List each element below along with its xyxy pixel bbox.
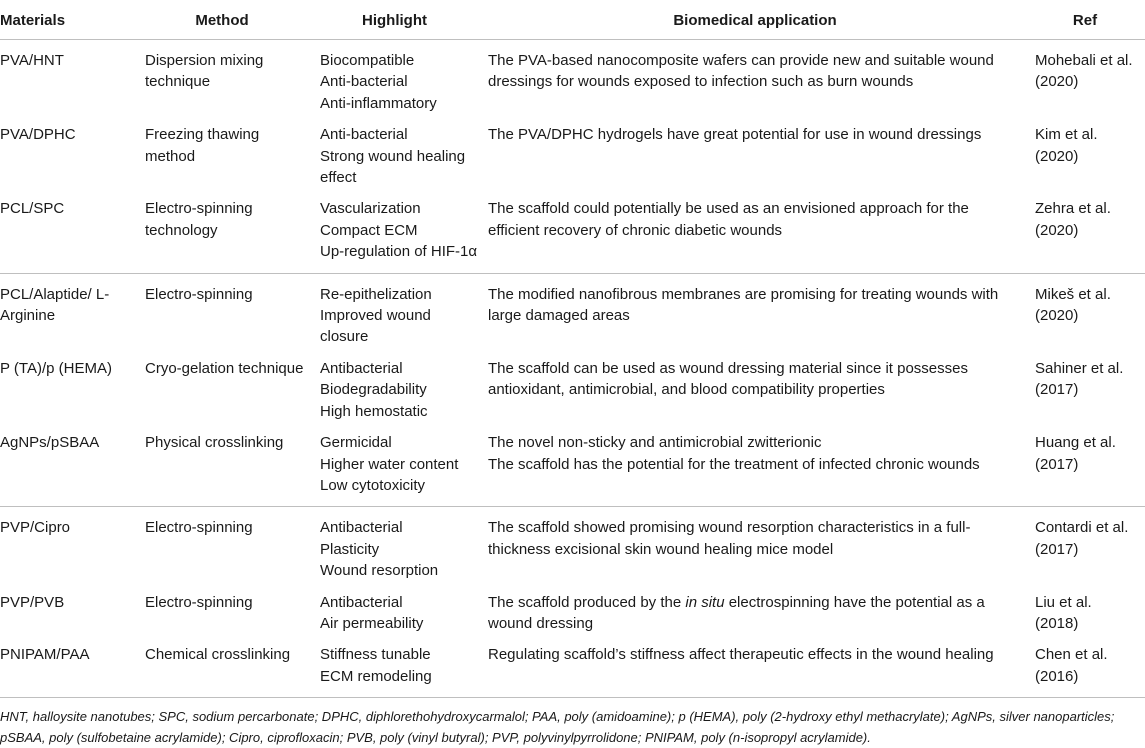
table-row xyxy=(0,582,1145,635)
table-row xyxy=(0,422,1145,507)
cell-materials: PNIPAM/PAA xyxy=(0,634,140,697)
header-highlight: Highlight xyxy=(310,0,485,40)
table-footnote: HNT, halloysite nanotubes; SPC, sodium percarbonate; DPHC, diphlorethohydroxycarmalol; PAA, poly (amidoamine); p (HEMA), poly (2-hydroxy ethyl methacrylate); AgNPs, silver nanoparticles; pSBAA, poly (sulfobetaine acrylamide); Cipro, ciprofloxacin; PVB, poly (vinyl butyral); PVP, polyvinylpyrrolidone; PNIPAM, poly (n-isopropyl acrylamide). xyxy=(0,709,1115,746)
highlight-item: Up-regulation of HIF-1α xyxy=(320,243,478,261)
cell-highlight xyxy=(310,348,485,422)
application-line: wound dressing xyxy=(488,614,594,632)
application-line: The scaffold has the potential for the treatment of infected chronic wounds xyxy=(488,455,980,473)
cell-method: Physical crosslinking xyxy=(140,422,310,507)
application-line: The PVA-based nanocomposite wafers can provide new and suitable wound xyxy=(488,52,994,69)
cell-ref: Huang et al. (2017) xyxy=(1031,422,1145,507)
application-italic-text: in situ xyxy=(685,593,725,611)
cell-materials: PCL/SPC xyxy=(0,188,140,273)
application-line: The scaffold can be used as wound dressing material since it possesses xyxy=(488,359,968,377)
cell-materials: PVP/Cipro xyxy=(0,519,71,537)
cell-highlight xyxy=(310,273,485,348)
highlight-item: Wound resorption xyxy=(320,562,439,580)
highlight-item: Biocompatible xyxy=(320,52,415,69)
highlight-item: Germicidal xyxy=(320,434,392,452)
highlight-item: Low cytotoxicity xyxy=(320,476,426,494)
cell-highlight xyxy=(310,114,485,188)
cell-ref: Liu et al. (2018) xyxy=(1035,593,1092,632)
cell-method: Chemical crosslinking xyxy=(140,634,310,697)
cell-highlight xyxy=(310,40,485,115)
application-line: The novel non-sticky and antimicrobial zwitterionic xyxy=(488,434,822,452)
cell-ref: Contardi et al. (2017) xyxy=(1035,519,1129,558)
cell-ref: Kim et al. (2020) xyxy=(1035,126,1098,165)
highlight-item: Biodegradability xyxy=(320,381,427,399)
header-method: Method xyxy=(140,0,310,40)
application-text: electrospinning have the potential as a xyxy=(724,593,985,611)
application-line: thickness excisional skin wound healing mice model xyxy=(488,540,834,558)
cell-materials: P (TA)/p (HEMA) xyxy=(0,359,112,377)
table-row xyxy=(0,507,1145,582)
highlight-item: Compact ECM xyxy=(320,221,418,239)
header-materials: Materials xyxy=(0,0,140,40)
table-row xyxy=(0,188,1145,273)
cell-application xyxy=(485,273,1031,348)
highlight-item: Vascularization xyxy=(320,200,421,218)
cell-materials: PVA/DPHC xyxy=(0,126,76,144)
table-row xyxy=(0,348,1145,422)
application-text: The scaffold produced by the xyxy=(488,593,686,611)
highlight-item: Anti-inflammatory xyxy=(320,94,437,112)
cell-ref: Mikeš et al. (2020) xyxy=(1035,285,1111,325)
application-line xyxy=(488,592,1025,613)
application-line: large damaged areas xyxy=(488,307,630,325)
cell-application xyxy=(485,348,1031,422)
header-biomedical-application: Biomedical application xyxy=(485,0,1031,40)
cell-materials: PVA/HNT xyxy=(0,52,64,69)
cell-method: Electro-spinning xyxy=(145,285,253,303)
highlight-item: Stiffness tunable xyxy=(320,646,431,664)
cell-highlight xyxy=(310,582,485,635)
application-line: The modified nanofibrous membranes are promising for treating wounds with xyxy=(488,285,999,303)
highlight-item: Air permeability xyxy=(320,614,424,632)
cell-method: Freezing thawing method xyxy=(145,126,260,165)
application-line: The scaffold showed promising wound resorption characteristics in a full- xyxy=(488,519,971,537)
cell-ref: Sahiner et al. (2017) xyxy=(1035,359,1124,399)
highlight-item: Improved wound closure xyxy=(320,307,431,346)
highlight-item: Plasticity xyxy=(320,540,380,558)
cell-ref: Mohebali et al. (2020) xyxy=(1035,52,1133,91)
cell-application xyxy=(485,507,1031,582)
cell-method: Electro-spinning technology xyxy=(140,188,310,273)
cell-method: Dispersion mixing technique xyxy=(145,52,264,91)
cell-application xyxy=(485,40,1031,115)
highlight-item: High hemostatic xyxy=(320,402,428,420)
cell-highlight xyxy=(310,634,485,697)
cell-highlight xyxy=(310,422,485,507)
highlight-item: Antibacterial xyxy=(320,359,403,377)
highlight-item: Higher water content xyxy=(320,455,459,473)
highlight-item: Antibacterial xyxy=(320,593,403,611)
table-row xyxy=(0,273,1145,348)
highlight-item: Anti-bacterial xyxy=(320,126,408,144)
cell-method: Electro-spinning xyxy=(145,519,253,537)
cell-method: Cryo-gelation technique xyxy=(145,359,304,377)
cell-application xyxy=(485,114,1031,188)
cell-highlight xyxy=(310,507,485,582)
table-row xyxy=(0,114,1145,188)
highlight-item: Re-epithelization xyxy=(320,285,432,303)
application-line: The PVA/DPHC hydrogels have great potential for use in wound dressings xyxy=(488,126,982,144)
highlight-item: Anti-bacterial xyxy=(320,73,408,91)
highlight-item: Strong wound healing effect xyxy=(320,147,466,187)
cell-application xyxy=(485,188,1031,273)
header-row xyxy=(0,0,1145,40)
cell-materials: PCL/Alaptide/ L-Arginine xyxy=(0,285,110,325)
application-line: dressings for wounds exposed to infection such as burn wounds xyxy=(488,73,914,91)
application-line: antioxidant, antimicrobial, and blood compatibility properties xyxy=(488,381,885,399)
highlight-item: Antibacterial xyxy=(320,519,403,537)
cell-materials: PVP/PVB xyxy=(0,593,65,611)
header-ref: Ref xyxy=(1031,0,1145,40)
cell-highlight xyxy=(310,188,485,273)
cell-application xyxy=(485,422,1031,507)
application-line: Regulating scaffold’s stiffness affect therapeutic effects in the wound healing xyxy=(488,646,994,664)
cell-method: Electro-spinning xyxy=(145,593,253,611)
cell-application xyxy=(485,582,1031,635)
table-row xyxy=(0,40,1145,115)
cell-materials: AgNPs/pSBAA xyxy=(0,422,140,507)
highlight-item: ECM remodeling xyxy=(320,667,432,685)
cell-application xyxy=(485,634,1031,697)
application-line: efficient recovery of chronic diabetic wounds xyxy=(488,221,783,239)
cell-ref: Zehra et al. (2020) xyxy=(1031,188,1145,273)
application-line: The scaffold could potentially be used as an envisioned approach for the xyxy=(488,200,969,218)
cell-ref: Chen et al. (2016) xyxy=(1031,634,1145,697)
table-row xyxy=(0,634,1145,697)
